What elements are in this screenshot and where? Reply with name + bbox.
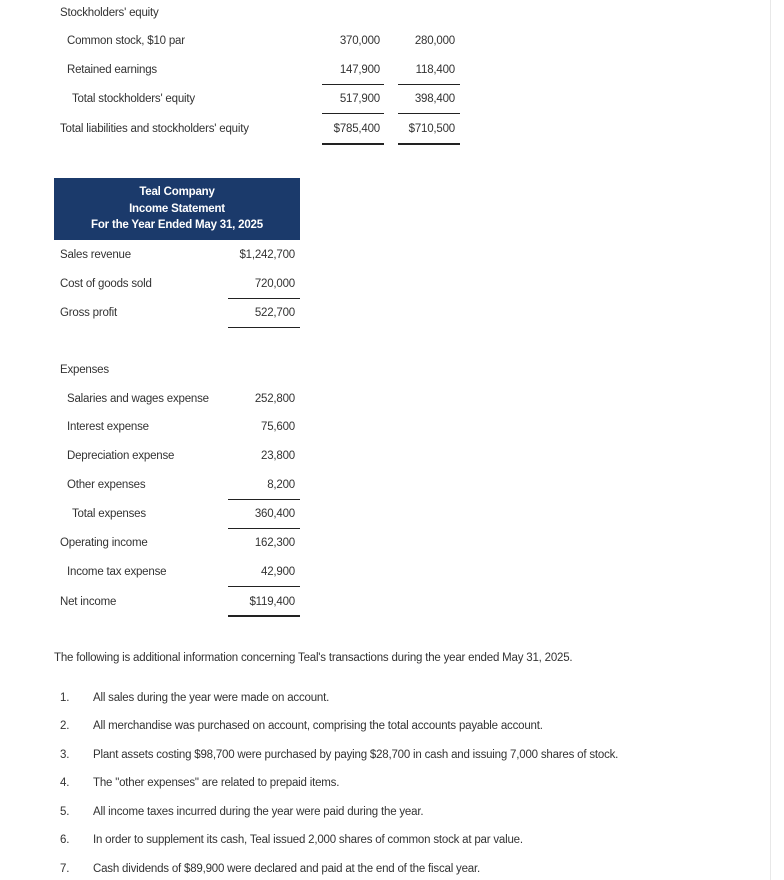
statement-title: Income Statement: [129, 202, 225, 215]
underline: [398, 113, 460, 114]
row-label: Cost of goods sold: [60, 278, 152, 290]
item-number: 1.: [60, 692, 70, 704]
row-value: $1,242,700: [239, 249, 295, 261]
expense-value: 252,800: [254, 393, 295, 405]
expense-label: Salaries and wages expense: [67, 393, 209, 405]
row-label: Common stock, $10 par: [67, 35, 185, 47]
row-label: Sales revenue: [60, 249, 131, 261]
current-value: 517,900: [339, 93, 380, 105]
prior-value: 280,000: [414, 35, 455, 47]
expense-value: 23,800: [261, 450, 295, 462]
underline: [228, 586, 300, 587]
underline: [322, 113, 384, 114]
expense-value: 75,600: [261, 421, 295, 433]
item-number: 2.: [60, 720, 70, 732]
statement-header: [54, 178, 300, 240]
item-number: 6.: [60, 834, 70, 846]
section-label: Stockholders' equity: [60, 7, 159, 19]
double-underline: [322, 143, 384, 145]
row-label: Total liabilities and stockholders' equity: [60, 123, 249, 135]
row-value: 360,400: [254, 508, 295, 520]
item-text: In order to supplement its cash, Teal issued 2,000 shares of common stock at par value.: [93, 834, 523, 846]
statement-period: For the Year Ended May 31, 2025: [91, 219, 263, 231]
current-value: 147,900: [339, 64, 380, 76]
row-label: Operating income: [60, 537, 148, 549]
expense-label: Depreciation expense: [67, 450, 175, 462]
current-value: $785,400: [333, 123, 380, 135]
prior-value: $710,500: [408, 123, 455, 135]
item-text: Plant assets costing $98,700 were purchased by paying $28,700 in cash and issuing 7,000 shares of stock.: [93, 749, 619, 761]
expenses-label: Expenses: [60, 364, 109, 376]
item-number: 5.: [60, 806, 70, 818]
expense-label: Interest expense: [67, 421, 149, 433]
row-label: Gross profit: [60, 307, 118, 319]
prior-value: 398,400: [414, 93, 455, 105]
row-value: 522,700: [254, 307, 295, 319]
underline: [398, 84, 460, 85]
double-underline: [398, 143, 460, 145]
underline: [322, 84, 384, 85]
item-text: All sales during the year were made on account.: [93, 692, 330, 704]
item-text: Cash dividends of $89,900 were declared and paid at the end of the fiscal year.: [93, 863, 480, 875]
intro-text: The following is additional information concerning Teal's transactions during the year ended May 31, 2025.: [54, 652, 573, 664]
row-value: 42,900: [261, 566, 295, 578]
item-number: 3.: [60, 749, 70, 761]
underline: [228, 327, 300, 328]
double-underline: [228, 615, 300, 617]
prior-value: 118,400: [415, 64, 455, 76]
expense-label: Other expenses: [67, 479, 146, 491]
row-label: Total expenses: [72, 508, 146, 520]
current-value: 370,000: [339, 35, 380, 47]
row-label: Total stockholders' equity: [72, 93, 195, 105]
page-edge: [770, 0, 771, 880]
underline: [228, 528, 300, 529]
row-label: Net income: [60, 596, 117, 608]
item-text: All income taxes incurred during the year were paid during the year.: [93, 806, 424, 818]
row-value: 720,000: [254, 278, 295, 290]
item-number: 4.: [60, 777, 70, 789]
underline: [228, 499, 300, 500]
expense-value: 8,200: [267, 479, 295, 491]
underline: [228, 298, 300, 299]
row-value: 162,300: [254, 537, 295, 549]
item-text: The "other expenses" are related to prepaid items.: [93, 777, 340, 789]
row-value: $119,400: [249, 596, 295, 608]
company-name: Teal Company: [139, 186, 215, 198]
row-label: Income tax expense: [67, 566, 167, 578]
item-text: All merchandise was purchased on account, comprising the total accounts payable account.: [93, 720, 543, 732]
item-number: 7.: [60, 863, 70, 875]
row-label: Retained earnings: [67, 64, 157, 76]
